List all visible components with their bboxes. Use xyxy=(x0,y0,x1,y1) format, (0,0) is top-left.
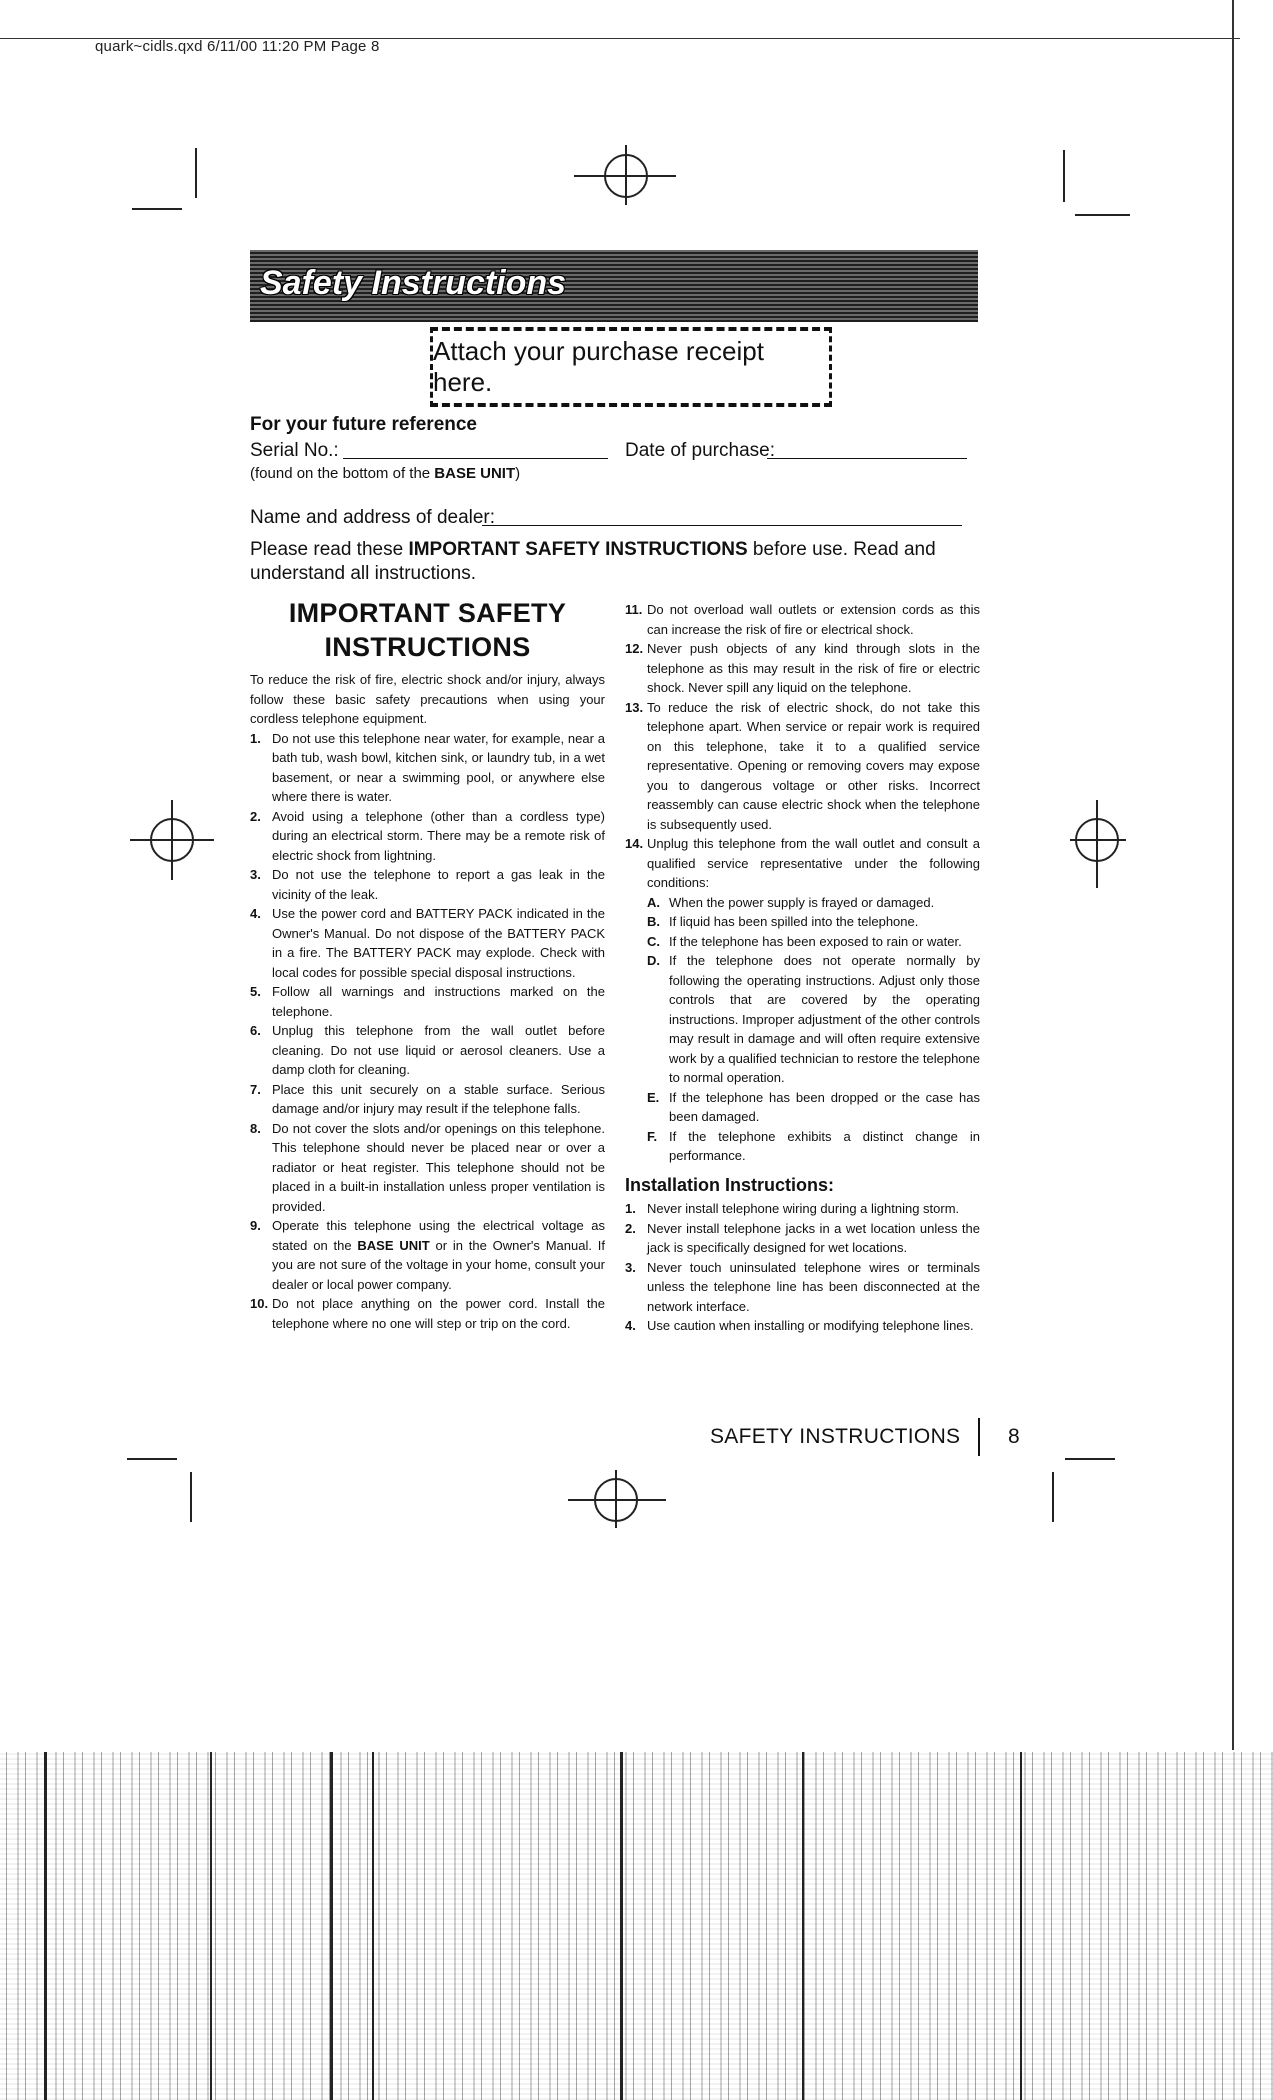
file-slug: quark~cidls.qxd 6/11/00 11:20 PM Page 8 xyxy=(95,38,380,55)
crop-mark xyxy=(132,208,182,210)
dealer-label: Name and address of dealer: xyxy=(250,507,496,528)
dealer-field[interactable] xyxy=(482,525,962,526)
scan-artifact xyxy=(620,1752,623,2100)
crop-mark xyxy=(1063,150,1065,202)
list-item: 10. Do not place anything on the power cord. Install the telephone where no one will step or trip on the cord. xyxy=(250,1296,605,1331)
safety-heading: IMPORTANT SAFETY INSTRUCTIONS xyxy=(288,598,567,662)
crop-mark xyxy=(190,1472,192,1522)
condition-item: F. If the telephone exhibits a distinct change in performance. xyxy=(647,1128,980,1163)
reference-title: For your future reference xyxy=(250,414,477,435)
scan-artifact xyxy=(330,1752,333,2100)
list-item: 14. Unplug this telephone from the wall outlet and consult a qualified service representative under the following conditions: xyxy=(625,836,980,890)
crop-mark xyxy=(1065,1458,1115,1460)
receipt-text: Attach your purchase receipt here. xyxy=(433,336,764,397)
safety-column-left xyxy=(250,596,605,1333)
installation-heading: Installation Instructions: xyxy=(625,1174,835,1195)
scan-artifact xyxy=(210,1752,212,2100)
serial-label: Serial No.: xyxy=(250,440,339,461)
list-item: 13. To reduce the risk of electric shock, do not take this telephone apart. When service or repair work is required on this telephone, take it to a qualified service representative. Opening or removing covers may expose you to dangerous voltage or other risks. Incorrect reassembly can cause electric shock when the telephone is subsequently used. xyxy=(625,699,980,832)
scan-artifact xyxy=(372,1752,374,2100)
list-item: 9. Operate this telephone using the electrical voltage as stated on the BASE UNIT or in the Owner's Manual. If you are not sure of the voltage in your home, consult your dealer or local power company. xyxy=(250,1218,606,1292)
right-edge-rule xyxy=(1232,0,1234,1750)
condition-item: B. If liquid has been spilled into the telephone. xyxy=(647,914,919,929)
condition-item: E. If the telephone has been dropped or the case has been damaged. xyxy=(647,1089,980,1124)
registration-mark-line xyxy=(1096,800,1098,888)
list-item: 11. Do not overload wall outlets or extension cords as this can increase the risk of fire or electrical shock. xyxy=(625,602,980,637)
list-item: 8. Do not cover the slots and/or openings on this telephone. This telephone should never be placed near or over a radiator or heat register. This telephone should not be placed in a built-in installation unless proper ventilation is provided. xyxy=(250,1120,605,1214)
condition-item: A. When the power supply is frayed or damaged. xyxy=(647,894,935,910)
receipt-box xyxy=(430,327,832,407)
intro-paragraph: Please read these IMPORTANT SAFETY INSTRUCTIONS before use. Read and understand all instructions. xyxy=(250,539,936,584)
list-item: 3. Do not use the telephone to report a gas leak in the vicinity of the leak. xyxy=(250,867,605,902)
crop-mark xyxy=(1052,1472,1054,1522)
crop-mark xyxy=(195,148,197,198)
scan-artifact xyxy=(1020,1752,1022,2100)
list-item: 12. Never push objects of any kind through slots in the telephone as this may result in the risk of fire or electric shock. Never spill any liquid on the telephone. xyxy=(625,641,980,695)
top-rule xyxy=(0,38,1240,39)
footer-section-label: SAFETY INSTRUCTIONS xyxy=(710,1425,961,1448)
date-field[interactable] xyxy=(767,458,967,459)
list-item: 4. Use caution when installing or modifying telephone lines. xyxy=(625,1318,974,1333)
list-item: 7. Place this unit securely on a stable surface. Serious damage and/or injury may result if the telephone falls. xyxy=(250,1081,605,1116)
page-number: 8 xyxy=(1008,1425,1020,1448)
scan-artifact xyxy=(0,1752,1273,2100)
safety-lead: To reduce the risk of fire, electric shock and/or injury, always follow these basic safety precautions when using your cordless telephone equipment. xyxy=(250,672,605,726)
list-item: 1. Do not use this telephone near water, for example, near a bath tub, wash bowl, kitchen sink, or laundry tub, in a wet basement, or near a swimming pool, or anywhere else where there is water. xyxy=(250,730,605,804)
list-item: 4. Use the power cord and BATTERY PACK indicated in the Owner's Manual. Do not dispose of the BATTERY PACK in a fire. The BATTERY PACK may explode. Check with local codes for possible special disposal instructions. xyxy=(250,906,605,980)
registration-mark-line xyxy=(615,1470,617,1528)
crop-mark xyxy=(127,1458,177,1460)
safety-column-right xyxy=(625,600,980,1336)
crop-mark xyxy=(1075,214,1130,216)
scan-artifact xyxy=(44,1752,47,2100)
list-item: 1. Never install telephone wiring during a lightning storm. xyxy=(625,1201,960,1216)
registration-mark-line xyxy=(568,1499,666,1501)
footer-divider xyxy=(978,1418,980,1456)
condition-item: D. If the telephone does not operate normally by following the operating instructions. Adjust only those controls that are covered by the operating instructions. Improper adjustment of the other controls may result in damage and will often require extensive work by a qualified technician to restore the telephone to normal operation. xyxy=(647,953,980,1085)
condition-item: C. If the telephone has been exposed to rain or water. xyxy=(647,933,962,949)
banner-title: Safety Instructions xyxy=(260,264,567,302)
serial-field[interactable] xyxy=(343,458,608,459)
scan-artifact xyxy=(802,1752,804,2100)
registration-mark-line xyxy=(171,800,173,880)
list-item: 5. Follow all warnings and instructions marked on the telephone. xyxy=(250,984,605,1019)
list-item: 6. Unplug this telephone from the wall outlet before cleaning. Do not use liquid or aerosol cleaners. Use a damp cloth for cleaning. xyxy=(250,1023,605,1077)
list-item: 3. Never touch uninsulated telephone wires or terminals unless the telephone line has been disconnected at the network interface. xyxy=(625,1259,980,1314)
list-item: 2. Never install telephone jacks in a wet location unless the jack is specifically designed for wet locations. xyxy=(625,1220,980,1255)
section-banner xyxy=(250,250,978,322)
registration-mark-line xyxy=(1070,839,1126,841)
serial-note: (found on the bottom of the BASE UNIT) xyxy=(250,465,521,482)
list-item: 2. Avoid using a telephone (other than a cordless type) during an electrical storm. There may be a remote risk of electric shock from lightning. xyxy=(250,808,605,863)
date-label: Date of purchase: xyxy=(625,440,775,461)
registration-mark-line xyxy=(625,145,627,205)
